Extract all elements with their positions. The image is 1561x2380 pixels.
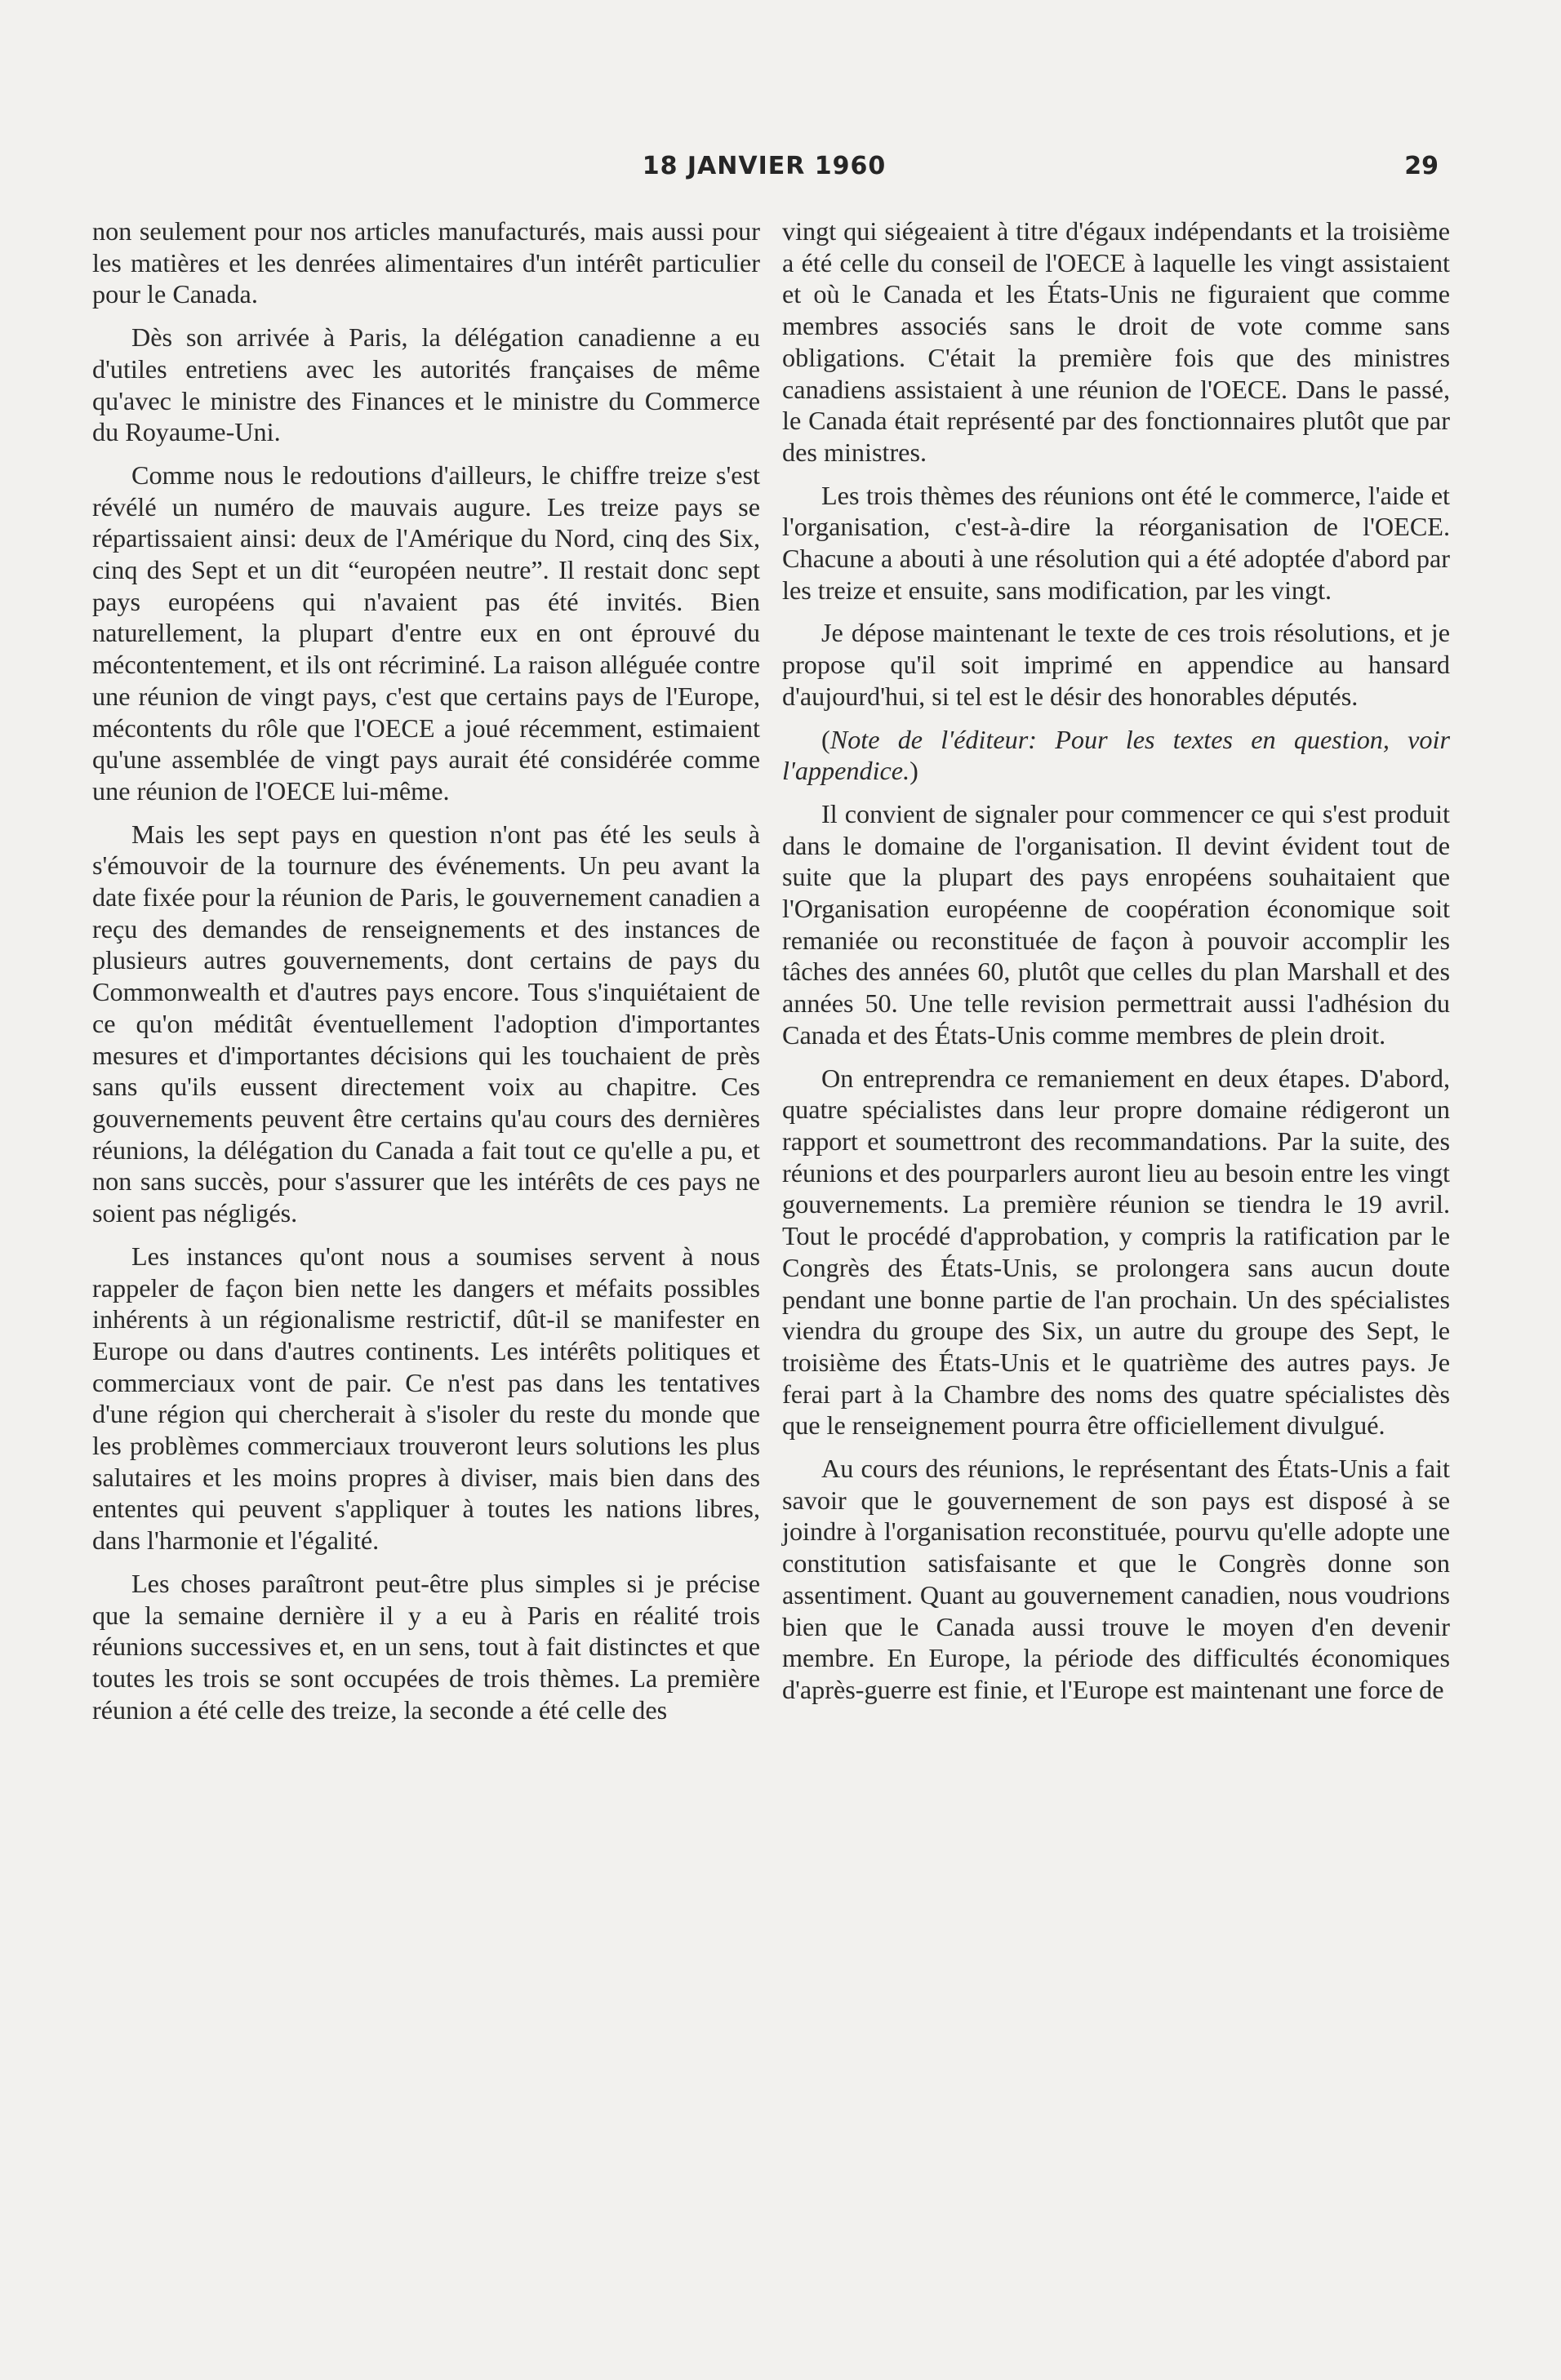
left-column	[92, 215, 760, 1737]
paragraph: Les choses paraîtront peut-être plus simples si je précise que la semaine dernière il y a eu à Paris en réalité trois réunions successives et, en un sens, tout à fait distinctes et que toutes les trois se sont occupées de trois thèmes. La première réunion a été celle des treize, la seconde a été celle des	[92, 1568, 760, 1725]
right-column	[782, 215, 1450, 1717]
editor-note-close: )	[909, 756, 918, 786]
editor-note-text: Note de l'éditeur: Pour les textes en question, voir l'appendice.	[782, 724, 1450, 786]
paragraph: On entreprendra ce remaniement en deux étapes. D'abord, quatre spécialistes dans leur propre domaine rédigeront un rapport et soumettront des recommandations. Par la suite, des réunions et des pourparlers auront lieu au besoin entre les vingt gouvernements. La première réunion se tiendra le 19 avril. Tout le procédé d'approbation, y compris la ratification par le Congrès des États-Unis, se prolongera sans aucun doute pendant une bonne partie de l'an prochain. Un des spécialistes viendra du groupe des Six, un autre du groupe des Sept, le troisième des États-Unis et le quatrième des autres pays. Je ferai part à la Chambre des noms des quatre spécialistes dès que le renseignement pourra être officiellement divulgué.	[782, 1063, 1450, 1441]
paragraph: Au cours des réunions, le représentant des États-Unis a fait savoir que le gouvernement de son pays est disposé à se joindre à l'organisation reconstituée, pourvu qu'elle adopte une constitution satisfaisante et que le Congrès donne son assentiment. Quant au gouvernement canadien, nous voudrions bien que le Canada aussi trouve le moyen d'en devenir membre. En Europe, la période des difficultés économiques d'après-guerre est finie, et l'Europe est maintenant une force de	[782, 1454, 1450, 1704]
page-number: 29	[1404, 152, 1439, 180]
editor-note	[782, 724, 1450, 787]
paragraph: Je dépose maintenant le texte de ces trois résolutions, et je propose qu'il soit imprimé en appendice au hansard d'aujourd'hui, si tel est le désir des honorables députés.	[782, 618, 1450, 711]
paragraph: non seulement pour nos articles manufacturés, mais aussi pour les matières et les denrées alimentaires d'un intérêt particulier pour le Canada.	[92, 216, 760, 309]
paragraph: Les instances qu'ont nous a soumises servent à nous rappeler de façon bien nette les dangers et méfaits possibles inhérents à un régionalisme restrictif, dût-il se manifester en Europe ou dans d'autres continents. Les intérêts politiques et commerciaux vont de pair. Ce n'est pas dans les tentatives d'une région qui chercherait à s'isoler du reste du monde que les problèmes commerciaux trouveront leurs solutions les plus salutaires et les moins propres à diviser, mais bien dans des ententes qui peuvent s'appliquer à toutes les nations libres, dans l'harmonie et l'égalité.	[92, 1241, 760, 1556]
paragraph: Comme nous le redoutions d'ailleurs, le chiffre treize s'est révélé un numéro de mauvais augure. Les treize pays se répartissaient ainsi: deux de l'Amérique du Nord, cinq des Six, cinq des Sept et un dit “européen neutre”. Il restait donc sept pays européens qui n'avaient pas été invités. Bien naturellement, la plupart d'entre eux en ont éprouvé du mécontentement, et ils ont récriminé. La raison alléguée contre une réunion de vingt pays, c'est que certains pays de l'Europe, mécontents du rôle que l'OECE a joué récemment, estimaient qu'une assemblée de vingt pays aurait été considérée comme une réunion de l'OECE lui-même.	[92, 460, 760, 806]
paragraph: Dès son arrivée à Paris, la délégation canadienne a eu d'utiles entretiens avec les autorités françaises de même qu'avec le ministre des Finances et le ministre du Commerce du Royaume-Uni.	[92, 322, 760, 447]
paragraph: Les trois thèmes des réunions ont été le commerce, l'aide et l'organisation, c'est-à-dire la réorganisation de l'OECE. Chacune a abouti à une résolution qui a été adoptée d'abord par les treize et ensuite, sans modification, par les vingt.	[782, 480, 1450, 605]
header-date: 18 JANVIER 1960	[642, 152, 887, 180]
paragraph: Il convient de signaler pour commencer ce qui s'est produit dans le domaine de l'organisation. Il devint évident tout de suite que la plupart des pays enropéens souhaitaient que l'Organisation européenne de coopération économique soit remaniée ou reconstituée de façon à pouvoir accomplir les tâches des années 60, plutôt que celles du plan Marshall et des années 50. Une telle revision permettrait aussi l'adhésion du Canada et des États-Unis comme membres de plein droit.	[782, 798, 1450, 1050]
paragraph: Mais les sept pays en question n'ont pas été les seuls à s'émouvoir de la tournure des événements. Un peu avant la date fixée pour la réunion de Paris, le gouvernement canadien a reçu des demandes de renseignements et des instances de plusieurs autres gouvernements, dont certains de pays du Commonwealth et d'autres pays encore. Tous s'inquiétaient de ce qu'on méditât éventuellement l'adoption d'importantes mesures et d'importantes décisions qui les touchaient de près sans qu'ils eussent directement voix au chapitre. Ces gouvernements peuvent être certains qu'au cours des dernières réunions, la délégation du Canada a fait tout ce qu'elle a pu, et non sans succès, pour s'assurer que les intérêts de ces pays ne soient pas négligés.	[92, 819, 760, 1228]
editor-note-open: (	[821, 724, 830, 754]
running-header	[90, 152, 1439, 191]
paragraph: vingt qui siégeaient à titre d'égaux indépendants et la troisième a été celle du conseil de l'OECE à laquelle les vingt assistaient et où le Canada et les États-Unis ne figuraient que comme membres associés sans le droit de vote comme sans obligations. C'était la première fois que des ministres canadiens assistaient à une réunion de l'OECE. Dans le passé, le Canada était représenté par des fonctionnaires plutôt que par des ministres.	[782, 216, 1450, 467]
